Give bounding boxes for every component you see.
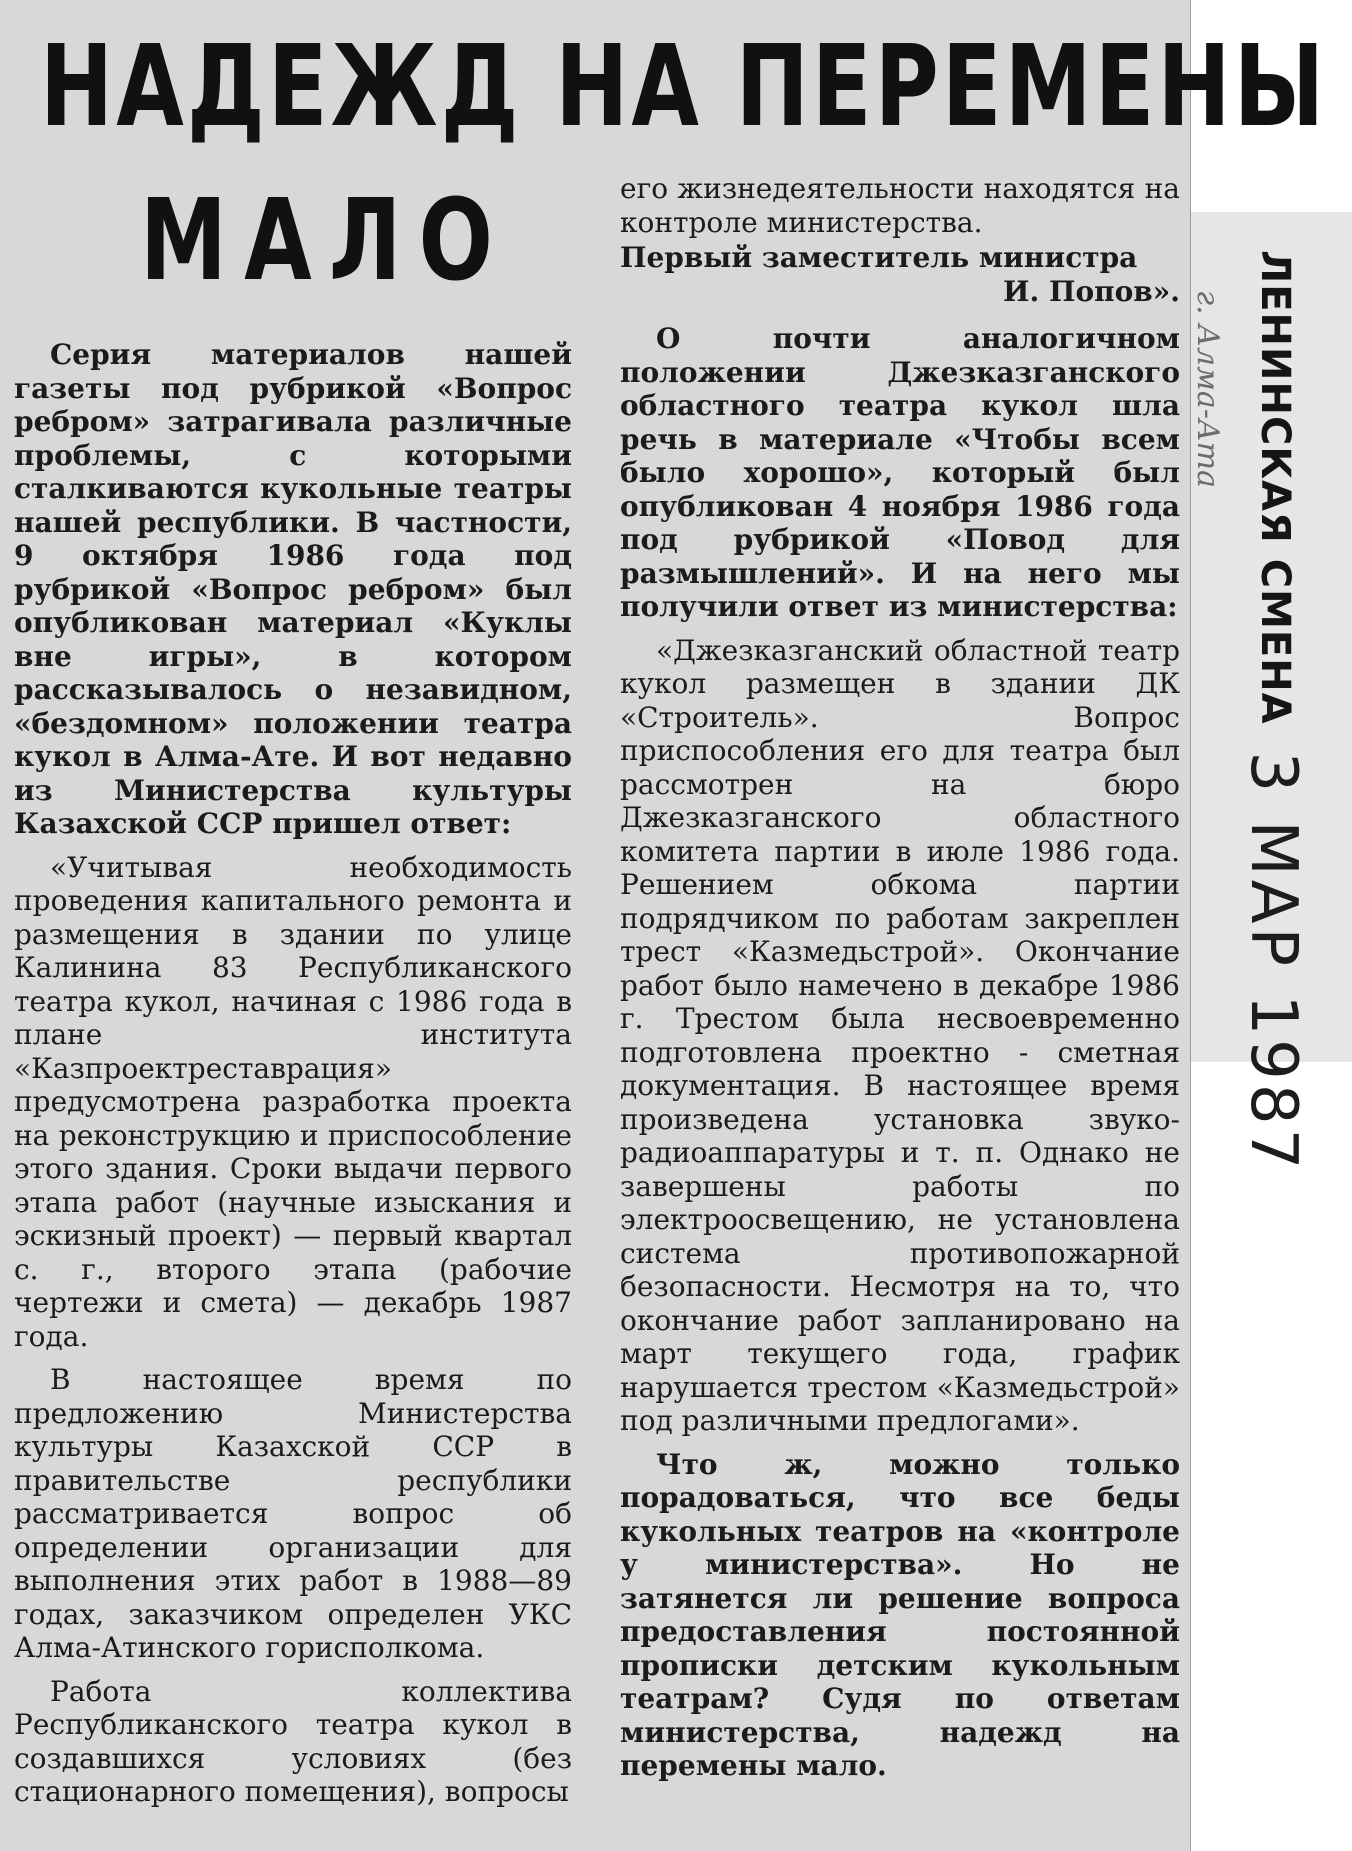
- signature-title: Первый заместитель министра: [620, 241, 1138, 274]
- article-intro: Серия материалов нашей газеты под рубрикой «Вопрос ребром» затрагивала различные проблемы, с которыми сталкиваются кукольные театры нашей республики. В частности, 9 октября 1986 года под рубрикой «Вопрос ребром» был опубликован материал «Куклы вне игры», в котором рассказывалось о незавидном, «бездомном» положении театра кукол в Алма-Ате. И вот недавно из Министерства культуры Казахской ССР пришел ответ:: [14, 338, 572, 840]
- signature-name: И. Попов».: [1003, 274, 1180, 308]
- date-stamp: - 3 МАР 1987: [1236, 700, 1310, 1174]
- newspaper-name: ЛЕНИНСКАЯ СМЕНА: [1252, 250, 1298, 725]
- article-conclusion: Что ж, можно только порадоваться, что все беды кукольных театров на «контроле у министерства». Но не затянется ли решение вопроса предоставления постоянной прописки детским кукольным театрам? Судя по ответам министерства, надежд на перемены мало.: [620, 1447, 1180, 1782]
- ministry-reply-paragraph-3: Работа коллектива Республиканского театра кукол в создавшихся условиях (без стационарного помещения), вопросы: [14, 1674, 572, 1808]
- article-column-right: [620, 172, 1180, 1783]
- second-case-intro: О почти аналогичном положении Джезказганского областного театра кукол шла речь в материале «Чтобы всем было хорошо», который был опубликован 4 ноября 1986 года под рубрикой «Повод для размышлений». И на него мы получили ответ из министерства:: [620, 322, 1180, 623]
- second-ministry-reply: «Джезказганский областной театр кукол размещен в здании ДК «Строитель». Вопрос приспособления его для театра был рассмотрен на бюро Джезказганского областного комитета партии в июле 1986 года. Решением обкома партии подрядчиком по работам закреплен трест «Казмедьстрой». Окончание работ было намечено в декабре 1986 г. Трестом была несвоевременно подготовлена проектно - сметная документация. В настоящее время произведена установка звуко-радиоаппаратуры и т. п. Однако не завершены работы по электроосвещению, не установлена система противопожарной безопасности. Несмотря на то, что окончание работ запланировано на март текущего года, график нарушается трестом «Казмедьстрой» под различными предлогами».: [620, 633, 1180, 1437]
- headline-line-2: МАЛО: [140, 176, 511, 306]
- article-column-left: [14, 338, 572, 1809]
- ministry-reply-paragraph-2: В настоящее время по предложению Министерства культуры Казахской ССР в правительстве республики рассматривается вопрос об определении организации для выполнения этих работ в 1988—89 годах, заказчиком определен УКС Алма-Атинского горисполкома.: [14, 1363, 572, 1664]
- handwritten-city: г. Алма-Ата: [1190, 290, 1225, 489]
- ministry-reply-continuation: его жизнедеятельности находятся на контроле министерства.: [620, 172, 1180, 239]
- ministry-reply-paragraph-1: «Учитывая необходимость проведения капитального ремонта и размещения в здании по улице Калинина 83 Республиканского театра кукол, начиная с 1986 года в плане института «Казпроектреставрация» предусмотрена разработка проекта на реконструкцию и приспособление этого здания. Сроки выдачи первого этапа работ (научные изыскания и эскизный проект) — первый квартал с. г., второго этапа (рабочие чертежи и смета) — декабрь 1987 года.: [14, 850, 572, 1353]
- headline-line-1: НАДЕЖД НА ПЕРЕМЕНЫ: [40, 22, 1328, 152]
